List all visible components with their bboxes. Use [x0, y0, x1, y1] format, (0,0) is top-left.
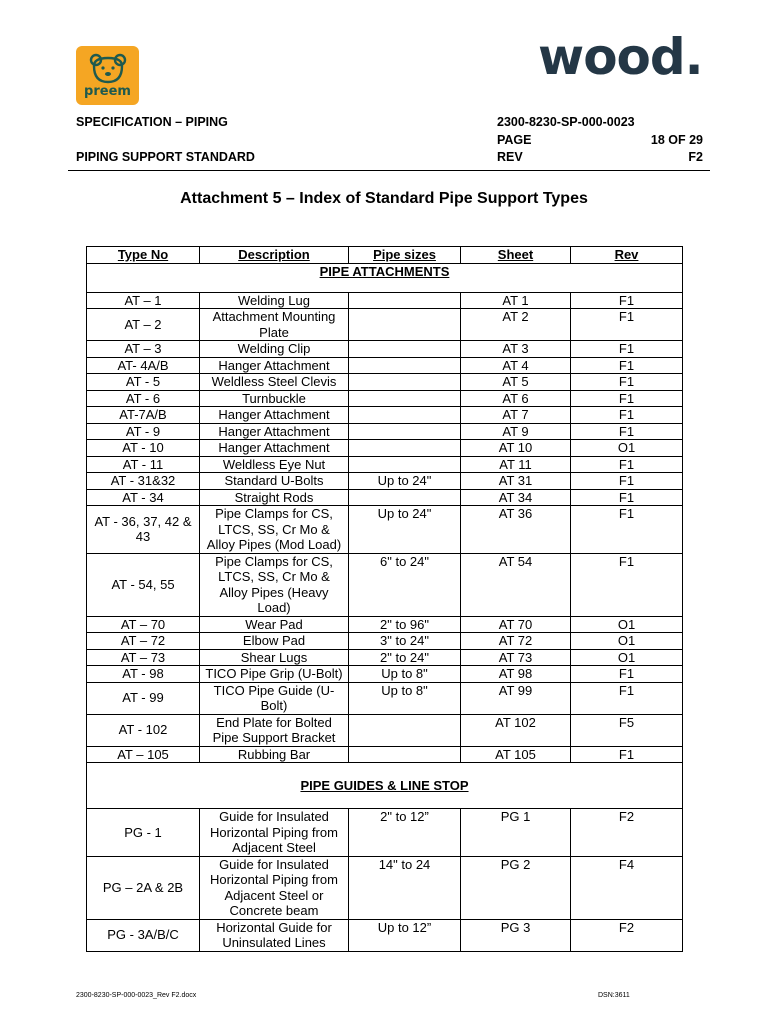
cell-pipe-size: [349, 489, 461, 506]
cell-type-no: PG - 3A/B/C: [87, 919, 200, 951]
cell-description: Standard U-Bolts: [200, 473, 349, 490]
cell-type-no: AT – 73: [87, 649, 200, 666]
cell-type-no: AT - 34: [87, 489, 200, 506]
cell-sheet: AT 72: [461, 633, 571, 650]
header-divider: [68, 170, 710, 171]
page-label: PAGE: [497, 133, 532, 147]
cell-pipe-size: [349, 407, 461, 424]
table-row: [87, 292, 683, 309]
cell-rev: F1: [571, 357, 683, 374]
cell-type-no: AT – 2: [87, 309, 200, 341]
cell-rev: F1: [571, 292, 683, 309]
cell-rev: O1: [571, 633, 683, 650]
cell-rev: F1: [571, 456, 683, 473]
table-row: [87, 649, 683, 666]
cell-description: Horizontal Guide for Uninsulated Lines: [200, 919, 349, 951]
table-row: [87, 553, 683, 616]
cell-rev: F2: [571, 809, 683, 857]
cell-description: Hanger Attachment: [200, 357, 349, 374]
cell-description: Pipe Clamps for CS, LTCS, SS, Cr Mo & Alloy Pipes (Mod Load): [200, 506, 349, 554]
cell-pipe-size: 14" to 24: [349, 856, 461, 919]
cell-type-no: AT - 9: [87, 423, 200, 440]
cell-type-no: AT – 70: [87, 616, 200, 633]
cell-description: Wear Pad: [200, 616, 349, 633]
cell-sheet: AT 3: [461, 341, 571, 358]
col-pipe-sizes: Pipe sizes: [349, 247, 461, 264]
cell-description: Pipe Clamps for CS, LTCS, SS, Cr Mo & Alloy Pipes (Heavy Load): [200, 553, 349, 616]
cell-rev: F1: [571, 553, 683, 616]
cell-pipe-size: Up to 12”: [349, 919, 461, 951]
table-row: [87, 407, 683, 424]
cell-pipe-size: [349, 292, 461, 309]
table-row: [87, 856, 683, 919]
cell-type-no: AT - 54, 55: [87, 553, 200, 616]
table-row: [87, 714, 683, 746]
table-row: [87, 440, 683, 457]
cell-type-no: AT – 72: [87, 633, 200, 650]
cell-description: Shear Lugs: [200, 649, 349, 666]
cell-description: Weldless Steel Clevis: [200, 374, 349, 391]
table-row: [87, 506, 683, 554]
cell-type-no: AT – 3: [87, 341, 200, 358]
cell-type-no: AT - 6: [87, 390, 200, 407]
col-description: Description: [200, 247, 349, 264]
cell-sheet: AT 2: [461, 309, 571, 341]
cell-description: Weldless Eye Nut: [200, 456, 349, 473]
table-row: [87, 633, 683, 650]
rev-label: REV: [497, 150, 523, 164]
cell-rev: F2: [571, 919, 683, 951]
footer-dsn: DSN:3611: [598, 992, 630, 999]
table-row: [87, 682, 683, 714]
cell-sheet: AT 99: [461, 682, 571, 714]
cell-pipe-size: 2" to 24": [349, 649, 461, 666]
footer-filename: 2300-8230-SP-000-0023_Rev F2.docx: [76, 992, 197, 999]
table-row: [87, 746, 683, 763]
cell-description: Welding Clip: [200, 341, 349, 358]
cell-pipe-size: 2" to 12”: [349, 809, 461, 857]
cell-rev: F1: [571, 341, 683, 358]
support-index-table: [86, 246, 683, 952]
rev-value: F2: [688, 150, 703, 164]
preem-logo: [76, 46, 139, 105]
cell-sheet: AT 6: [461, 390, 571, 407]
cell-sheet: AT 9: [461, 423, 571, 440]
cell-description: TICO Pipe Guide (U-Bolt): [200, 682, 349, 714]
section-pipe-guides: PIPE GUIDES & LINE STOP: [87, 763, 683, 809]
table-row: [87, 473, 683, 490]
cell-sheet: AT 73: [461, 649, 571, 666]
table-row: [87, 374, 683, 391]
table-row: [87, 919, 683, 951]
cell-sheet: AT 54: [461, 553, 571, 616]
cell-sheet: AT 11: [461, 456, 571, 473]
table-row: [87, 390, 683, 407]
table-row: [87, 489, 683, 506]
page-value: 18 OF 29: [650, 133, 703, 147]
cell-description: Straight Rods: [200, 489, 349, 506]
cell-pipe-size: 2" to 96": [349, 616, 461, 633]
cell-pipe-size: Up to 8": [349, 666, 461, 683]
cell-rev: F1: [571, 309, 683, 341]
cell-rev: F4: [571, 856, 683, 919]
table-row: [87, 666, 683, 683]
cell-rev: F1: [571, 666, 683, 683]
section-pipe-attachments: PIPE ATTACHMENTS: [87, 263, 683, 292]
cell-pipe-size: [349, 309, 461, 341]
cell-sheet: AT 102: [461, 714, 571, 746]
cell-pipe-size: Up to 8": [349, 682, 461, 714]
cell-sheet: PG 3: [461, 919, 571, 951]
table-row: [87, 341, 683, 358]
cell-sheet: AT 10: [461, 440, 571, 457]
cell-pipe-size: [349, 714, 461, 746]
cell-sheet: AT 7: [461, 407, 571, 424]
cell-type-no: AT - 5: [87, 374, 200, 391]
section-row: [87, 763, 683, 809]
cell-description: Turnbuckle: [200, 390, 349, 407]
section-row: [87, 263, 683, 292]
table-row: [87, 357, 683, 374]
cell-type-no: AT – 105: [87, 746, 200, 763]
cell-description: TICO Pipe Grip (U-Bolt): [200, 666, 349, 683]
cell-rev: O1: [571, 616, 683, 633]
col-sheet: Sheet: [461, 247, 571, 264]
cell-sheet: AT 4: [461, 357, 571, 374]
cell-description: Welding Lug: [200, 292, 349, 309]
cell-pipe-size: 6" to 24": [349, 553, 461, 616]
cell-sheet: PG 2: [461, 856, 571, 919]
cell-rev: O1: [571, 440, 683, 457]
cell-type-no: AT - 36, 37, 42 & 43: [87, 506, 200, 554]
cell-sheet: AT 5: [461, 374, 571, 391]
cell-description: Hanger Attachment: [200, 440, 349, 457]
cell-sheet: AT 70: [461, 616, 571, 633]
cell-rev: F1: [571, 390, 683, 407]
cell-description: Attachment Mounting Plate: [200, 309, 349, 341]
table-row: [87, 309, 683, 341]
cell-type-no: PG - 1: [87, 809, 200, 857]
cell-type-no: AT-7A/B: [87, 407, 200, 424]
page-title: Attachment 5 – Index of Standard Pipe Support Types: [180, 190, 588, 207]
cell-type-no: AT - 31&32: [87, 473, 200, 490]
cell-pipe-size: Up to 24": [349, 473, 461, 490]
cell-rev: F1: [571, 489, 683, 506]
table-row: [87, 809, 683, 857]
cell-pipe-size: [349, 390, 461, 407]
cell-type-no: AT - 11: [87, 456, 200, 473]
table-row: [87, 616, 683, 633]
cell-pipe-size: [349, 374, 461, 391]
cell-type-no: AT- 4A/B: [87, 357, 200, 374]
cell-pipe-size: Up to 24": [349, 506, 461, 554]
cell-description: Hanger Attachment: [200, 407, 349, 424]
cell-sheet: AT 1: [461, 292, 571, 309]
cell-rev: F1: [571, 682, 683, 714]
cell-pipe-size: [349, 357, 461, 374]
cell-pipe-size: [349, 423, 461, 440]
cell-description: Guide for Insulated Horizontal Piping from Adjacent Steel: [200, 809, 349, 857]
cell-sheet: AT 98: [461, 666, 571, 683]
cell-rev: F1: [571, 423, 683, 440]
cell-rev: F1: [571, 374, 683, 391]
cell-type-no: AT - 98: [87, 666, 200, 683]
cell-sheet: AT 36: [461, 506, 571, 554]
cell-type-no: AT - 99: [87, 682, 200, 714]
cell-type-no: PG – 2A & 2B: [87, 856, 200, 919]
cell-rev: F1: [571, 746, 683, 763]
cell-pipe-size: [349, 440, 461, 457]
cell-rev: F1: [571, 407, 683, 424]
col-rev: Rev: [571, 247, 683, 264]
preem-label: preem: [84, 84, 131, 99]
cell-type-no: AT – 1: [87, 292, 200, 309]
cell-sheet: AT 105: [461, 746, 571, 763]
wood-logo: wood.: [538, 28, 703, 86]
col-type-no: Type No: [87, 247, 200, 264]
cell-type-no: AT - 102: [87, 714, 200, 746]
cell-sheet: AT 34: [461, 489, 571, 506]
cell-type-no: AT - 10: [87, 440, 200, 457]
cell-description: Rubbing Bar: [200, 746, 349, 763]
spec-label: SPECIFICATION – PIPING: [76, 115, 228, 129]
cell-pipe-size: [349, 341, 461, 358]
cell-rev: F1: [571, 506, 683, 554]
cell-description: Hanger Attachment: [200, 423, 349, 440]
cell-pipe-size: 3" to 24": [349, 633, 461, 650]
cell-description: Guide for Insulated Horizontal Piping from Adjacent Steel or Concrete beam: [200, 856, 349, 919]
standard-label: PIPING SUPPORT STANDARD: [76, 150, 255, 164]
cell-pipe-size: [349, 746, 461, 763]
cell-rev: O1: [571, 649, 683, 666]
cell-rev: F1: [571, 473, 683, 490]
cell-description: Elbow Pad: [200, 633, 349, 650]
bear-icon: [88, 52, 128, 84]
cell-sheet: PG 1: [461, 809, 571, 857]
cell-pipe-size: [349, 456, 461, 473]
cell-sheet: AT 31: [461, 473, 571, 490]
table-row: [87, 423, 683, 440]
doc-number: 2300-8230-SP-000-0023: [497, 115, 635, 129]
table-row: [87, 456, 683, 473]
table-header-row: [87, 247, 683, 264]
cell-rev: F5: [571, 714, 683, 746]
cell-description: End Plate for Bolted Pipe Support Bracket: [200, 714, 349, 746]
